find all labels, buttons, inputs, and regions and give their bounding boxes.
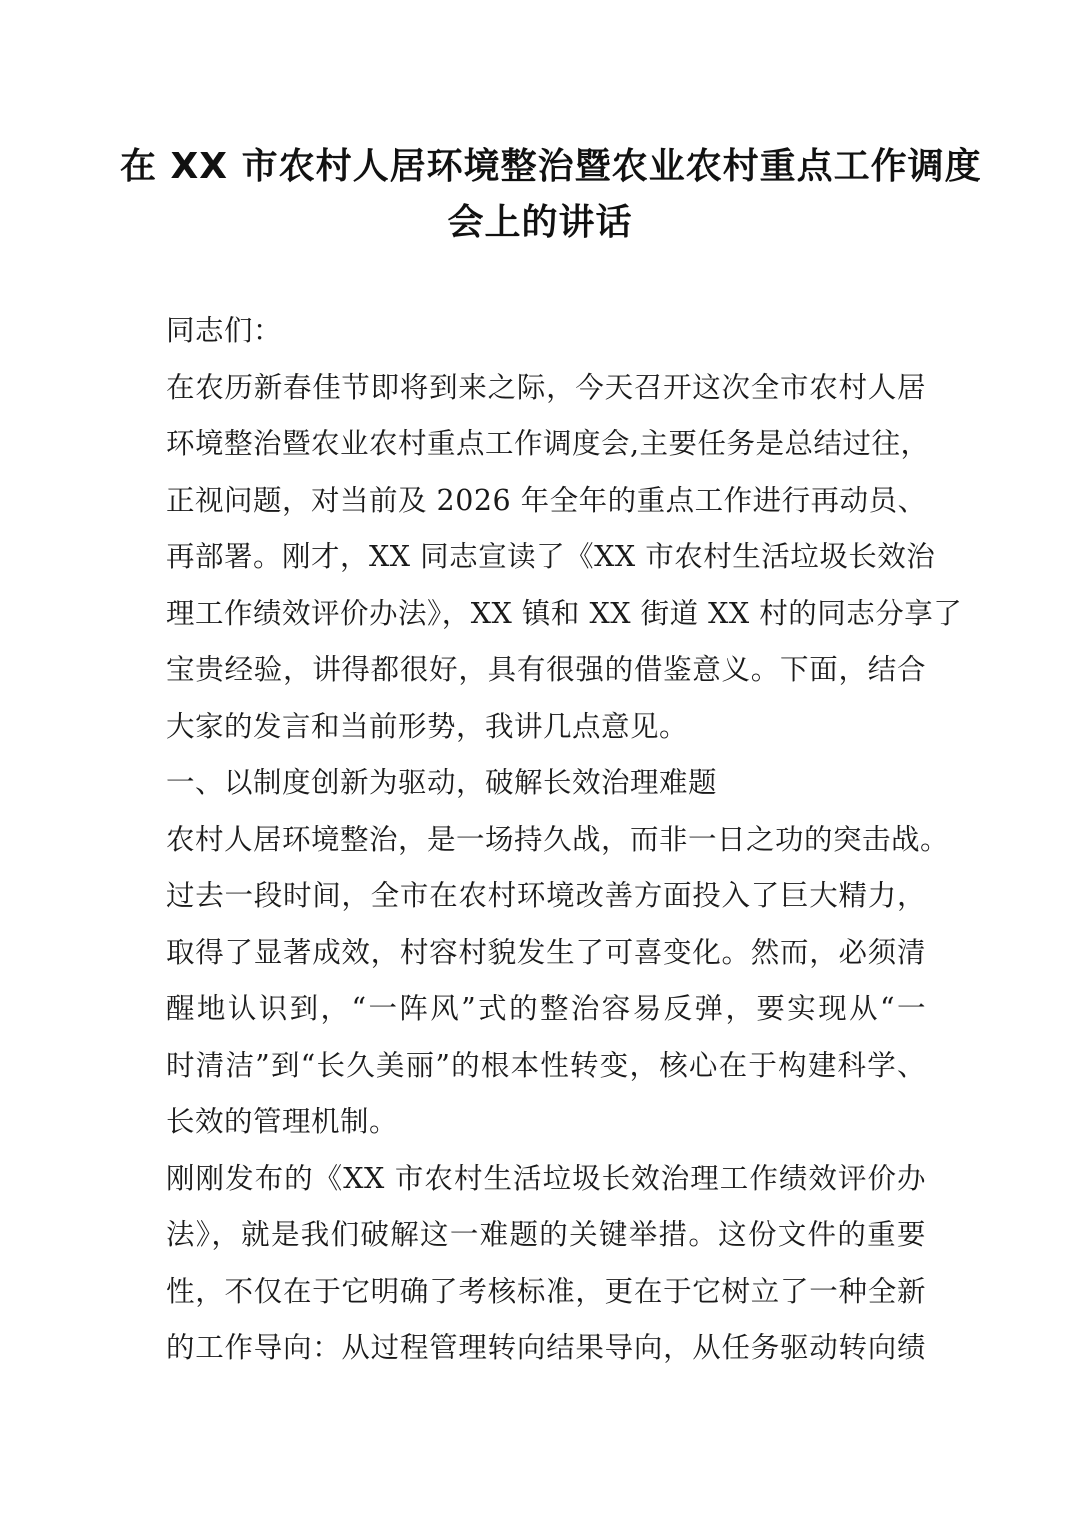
document-title-line-1: 在 XX 市农村人居环境整治暨农业农村重点工作调度 xyxy=(120,146,982,187)
body-text-line: 取得了显著成效，村容村貌发生了可喜变化。然而，必须清 xyxy=(166,935,926,969)
document-title-line-2: 会上的讲话 xyxy=(447,202,633,243)
body-text-line: 在农历新春佳节即将到来之际，今天召开这次全市农村人居 xyxy=(166,370,926,404)
body-text-line: 再部署。刚才，XX 同志宣读了《XX 市农村生活垃圾长效治 xyxy=(166,540,936,573)
body-text-line: 理工作绩效评价办法》，XX 镇和 XX 街道 XX 村的同志分享了 xyxy=(166,596,963,630)
body-text-line: 醒地认识到，“一阵风”式的整治容易反弹，要实现从“一 xyxy=(166,992,926,1025)
body-text-line: 农村人居环境整治，是一场持久战，而非一日之功的突击战。 xyxy=(166,822,950,856)
body-text-line: 的工作导向：从过程管理转向结果导向，从任务驱动转向绩 xyxy=(166,1331,926,1364)
body-text-line: 同志们： xyxy=(166,314,283,347)
body-text-line: 法》，就是我们破解这一难题的关键举措。这份文件的重要 xyxy=(166,1218,926,1251)
body-text-line: 长效的管理机制。 xyxy=(166,1105,399,1138)
body-text-line: 性，不仅在于它明确了考核标准，更在于它树立了一种全新 xyxy=(166,1274,926,1308)
body-text-line: 过去一段时间，全市在农村环境改善方面投入了巨大精力， xyxy=(166,879,926,912)
body-text-line: 环境整治暨农业农村重点工作调度会,主要任务是总结过往， xyxy=(166,427,930,460)
document-body xyxy=(166,303,963,1377)
body-text-line: 刚刚发布的《XX 市农村生活垃圾长效治理工作绩效评价办 xyxy=(166,1161,926,1195)
body-text-line: 大家的发言和当前形势，我讲几点意见。 xyxy=(166,709,689,743)
body-text-line: 一、以制度创新为驱动，破解长效治理难题 xyxy=(166,766,718,799)
body-text-line: 正视问题，对当前及 2026 年全年的重点工作进行再动员、 xyxy=(166,483,927,517)
body-text-line: 时清洁”到“长久美丽”的根本性转变，核心在于构建科学、 xyxy=(166,1048,926,1082)
body-text-line: 宝贵经验，讲得都很好，具有很强的借鉴意义。下面，结合 xyxy=(166,653,926,686)
